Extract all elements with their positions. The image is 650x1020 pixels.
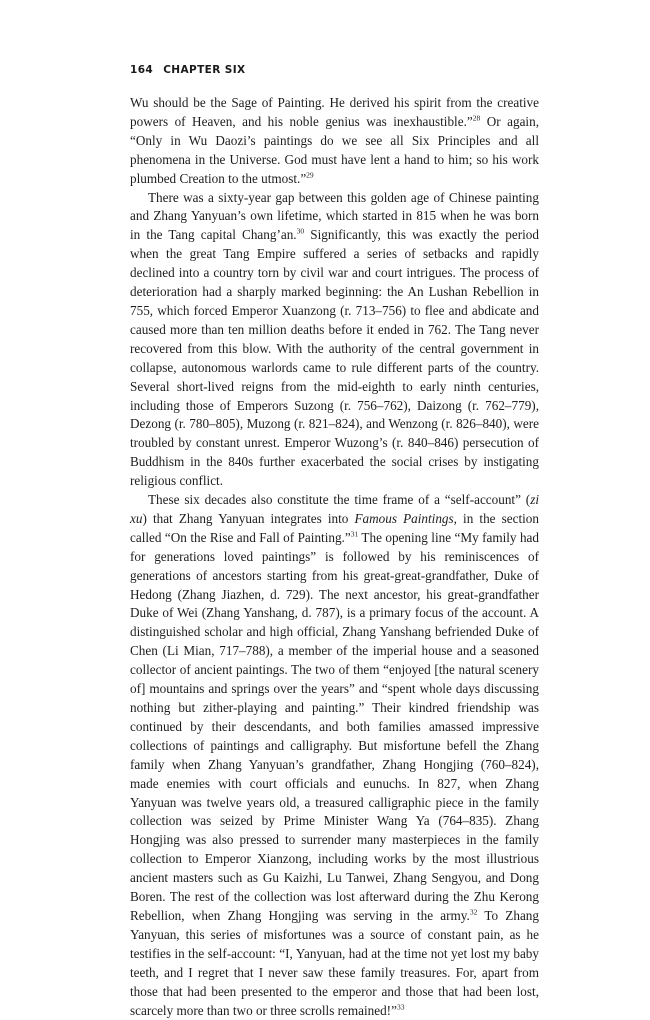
chapter-title: CHAPTER SIX: [163, 64, 246, 76]
note-reference: 33: [396, 1002, 405, 1012]
body-text: [130, 94, 539, 1020]
italic-term: Famous Paintings: [354, 510, 454, 526]
text-run: Significantly, this was exactly the period when the great Tang Empire suffered a series of setbacks and rapidly declined into a country torn by civil war and court intrigues. The process of deterioration had a sharply marked beginning: the An Lushan Rebellion in 755, which forced Emperor Xuanzong (r. 713–756) to flee and abdicate and caused more than ten million deaths before it ended in 762. The Tang never recovered from this blow. With the authority of the central government in collapse, autonomous warlords came to rule different parts of the country. Several short-lived reigns from the mid-eighth to early ninth centuries, including those of Emperors Suzong (r. 756–762), Daizong (r. 762–779), Dezong (r. 780–805), Muzong (r. 821–824), and Wenzong (r. 826–840), were troubled by constant unrest. Emperor Wuzong’s (r. 840–846) persecution of Buddhism in the 840s further exacerbated the social crises by instigating religious conflict.: [130, 227, 539, 489]
text-run: The opening line “My family had for generations loved paintings” is followed by his reminiscences of generations of ancestors starting from his great-great-grandfather, Duke of Hedong (Zhang Jiazhen, d. 729). The next ancestor, his great-grandfather Duke of Wei (Zhang Yanshang, d. 787), is a primary focus of the account. A distinguished scholar and high official, Zhang Yanshang befriended Duke of Chen (Li Mian, 717–788), a member of the imperial house and a seasoned collector of ancient paintings. The two of them “enjoyed [the natural scenery of] mountains and springs over the years” and “spent whole days discussing nothing but zither-playing and painting.” Their kindred friendship was continued by their descendants, and both families amassed impressive collections of paintings and calligraphy. But misfortune befell the Zhang family when Zhang Yanyuan’s grandfather, Zhang Hongjing (760–824), made enemies with court officials and eunuchs. In 827, when Zhang Yanyuan was twelve years old, a treasured calligraphic piece in the family collection was seized by Prime Minister Wang Ya (764–835). Zhang Hongjing was also pressed to surrender many masterpieces in the family collection to Emperor Xianzong, including works by the most illustrious ancient masters such as Gu Kaizhi, Lu Tanwei, Zhang Sengyou, and Dong Boren. The rest of the collection was lost afterward during the Zhu Kerong Rebellion, when Zhang Hongjing was serving in the army.: [130, 529, 539, 923]
text-run: Or again, “Only in Wu Daozi’s paintings do we see all Six Principles and all phenomena in the Universe. God must have lent a hand to him; so his work plumbed Creation to the utmost.”: [130, 113, 539, 186]
note-reference: 29: [306, 170, 314, 180]
running-head: [130, 64, 246, 76]
italic-term: zi xu: [130, 492, 539, 526]
paragraph: [130, 491, 539, 1020]
text-run: These six decades also constitute the time frame of a “self-account” (: [148, 492, 531, 508]
page-number: 164: [130, 64, 154, 76]
paragraph: [130, 94, 539, 189]
text-run: , in the section called “On the Rise and Fall of Painting.”: [130, 510, 539, 545]
note-reference: 31: [350, 529, 359, 539]
note-reference: 30: [296, 226, 305, 236]
note-reference: 28: [472, 113, 481, 123]
text-run: To Zhang Yanyuan, this series of misfortunes was a source of constant pain, as he testifies in the self-account: “I, Yanyuan, had at the time not yet lost my baby teeth, and I regret that I never saw these family treasures. For, apart from those that had been presented to the emperor and those that had been lost, scarcely more than two or three scrolls remained!”: [130, 907, 539, 1018]
text-run: There was a sixty-year gap between this golden age of Chinese painting and Zhang Yanyuan’s own lifetime, which started in 815 when he was born in the Tang capital Chang’an.: [130, 189, 539, 243]
text-run: Wu should be the Sage of Painting. He derived his spirit from the creative powers of Heaven, and his noble genius was inexhaustible.”: [130, 95, 539, 129]
note-reference: 32: [469, 907, 478, 917]
text-run: ) that Zhang Yanyuan integrates into: [142, 510, 355, 526]
paragraph: [130, 189, 539, 492]
